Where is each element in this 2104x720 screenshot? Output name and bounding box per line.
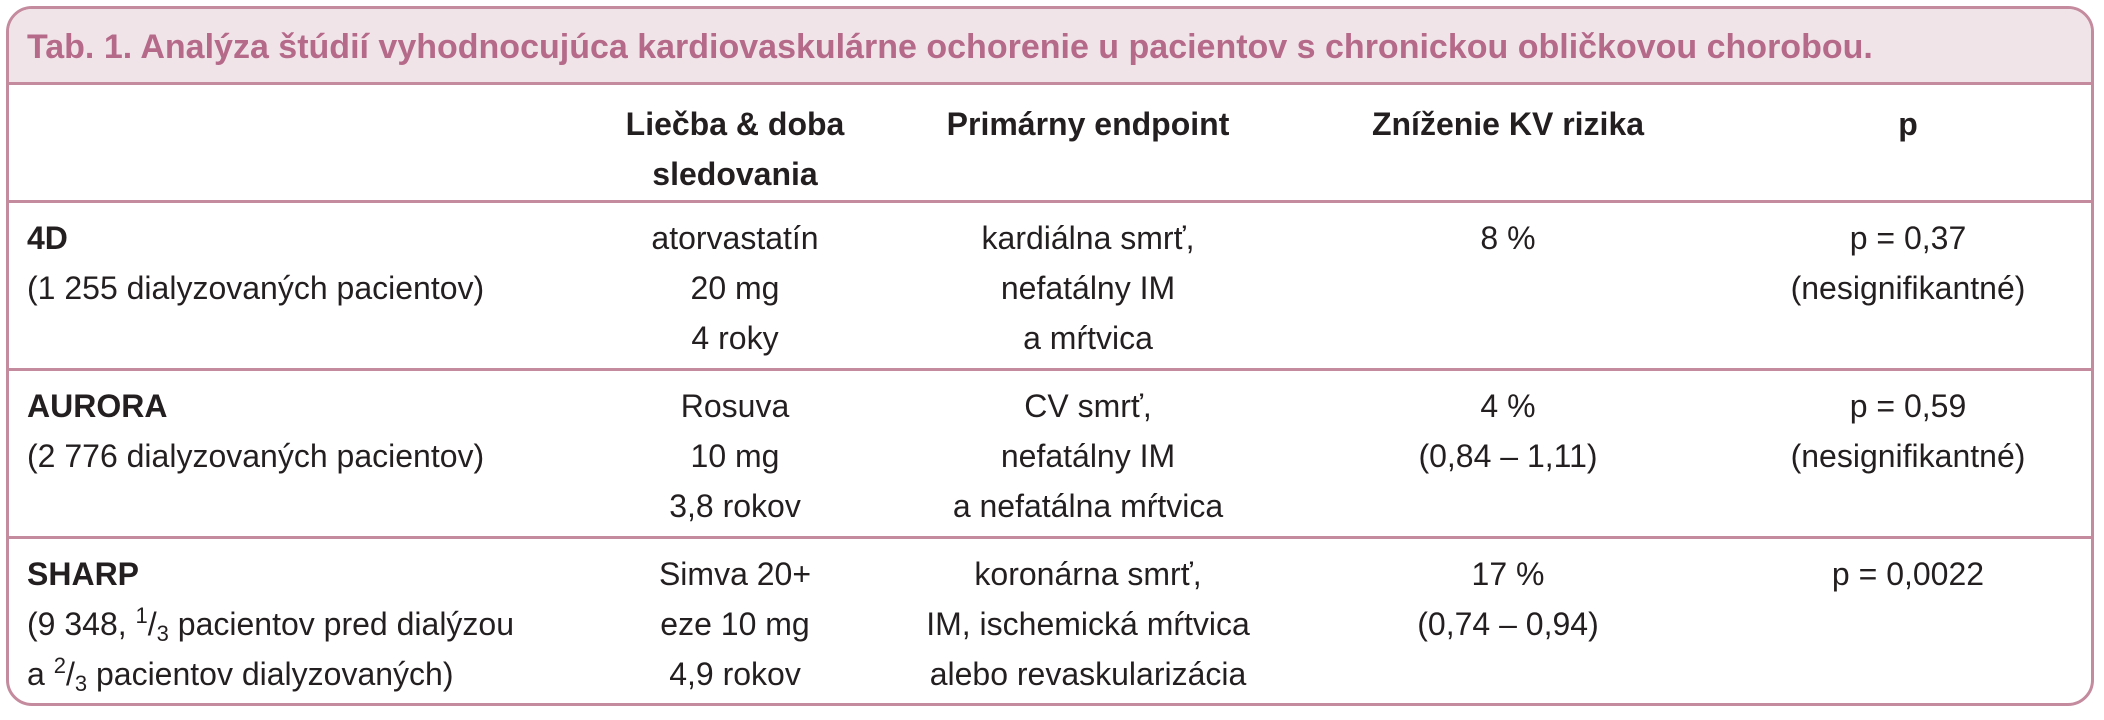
study-name: SHARP (27, 556, 140, 592)
table-row (9, 539, 2091, 706)
study-name: AURORA (27, 388, 168, 424)
risk-reduction-cell: 4 % (0,84 – 1,11) (1418, 388, 1598, 474)
study-description: (9 348, $^1/_3$ pacientov pred dialýzou (27, 603, 515, 646)
study-name: 4D (27, 220, 68, 256)
study-table (9, 85, 2091, 706)
p-value-cell: p = 0,0022 (1831, 556, 1985, 592)
risk-reduction-cell: 17 % (0,74 – 0,94) (1417, 556, 1599, 642)
header-endpoint: Primárny endpoint (946, 106, 1230, 142)
table-frame (6, 6, 2094, 706)
study-cell (9, 213, 585, 368)
study-cell (9, 381, 585, 536)
risk-reduction-cell: 8 % (1480, 220, 1536, 256)
p-value-cell: p = 0,37 (nesignifikantné) (1790, 220, 2026, 306)
header-study (9, 85, 585, 200)
treatment-cell: Rosuva 10 mg 3,8 rokov (669, 388, 801, 524)
header-treatment: Liečba & doba sledovania (625, 106, 845, 192)
study-description: (2 776 dialyzovaných pacientov) (27, 438, 485, 474)
header-risk-reduction: Zníženie KV rizika (1371, 106, 1645, 142)
table-row (9, 203, 2091, 371)
header-row (9, 85, 2091, 203)
endpoint-cell: kardiálna smrť, nefatálny IM a mŕtvica (981, 220, 1195, 356)
header-p-value: p (1898, 106, 1918, 142)
endpoint-cell: CV smrť, nefatálny IM a nefatálna mŕtvica (952, 388, 1224, 524)
study-description: (1 255 dialyzovaných pacientov) (27, 270, 485, 306)
endpoint-cell: koronárna smrť, IM, ischemická mŕtvica alebo revaskularizácia (926, 556, 1250, 692)
treatment-cell: atorvastatín 20 mg 4 roky (651, 220, 819, 356)
p-value-cell: p = 0,59 (nesignifikantné) (1790, 388, 2026, 474)
table-row (9, 371, 2091, 539)
study-description: a $^2/_3$ pacientov dialyzovaných) (27, 653, 454, 696)
treatment-cell: Simva 20+ eze 10 mg 4,9 rokov (658, 556, 812, 692)
table-caption: Tab. 1. Analýza štúdií vyhodnocujúca kardiovaskulárne ochorenie u pacientov s chronickou obličkovou chorobou. (9, 9, 2091, 85)
study-cell (9, 549, 585, 706)
